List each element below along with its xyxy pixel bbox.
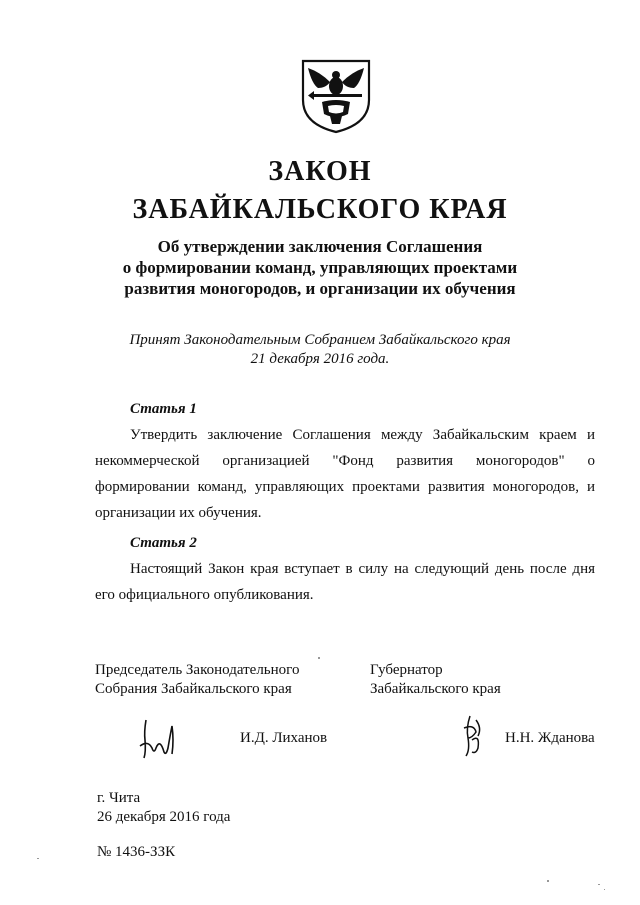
article-1-heading: Статья 1 [130,401,197,417]
governor-name: Н.Н. Жданова [505,730,595,746]
article-1-text: Утвердить заключение Соглашения между Забайкальским краем и некоммерческой организацией "Фонд развития моногородов" о формировании команд, управляющих проектами развития моногородов, и организации их обучения. [95,427,595,521]
law-subject [0,236,640,299]
subject-line: о формировании команд, управляющих проектами [122,258,518,277]
issue-city: г. Чита [97,790,141,806]
scan-speck [604,889,605,890]
subject-line: Об утверждении заключения Соглашения [157,237,483,256]
law-title: ЗАКОН [268,156,372,187]
law-region-title: ЗАБАЙКАЛЬСКОГО КРАЯ [132,194,508,225]
coat-of-arms-icon [300,58,372,134]
position-line: Забайкальского края [370,681,501,697]
article-2-text: Настоящий Закон края вступает в силу на следующий день после дня его официального опубликования. [95,561,595,603]
scan-speck [547,880,549,882]
adoption-date: 21 декабря 2016 года. [250,351,390,367]
chairman-position [95,661,299,699]
chairman-signature-icon [136,718,186,760]
article-2-heading: Статья 2 [130,535,197,551]
governor-signature-icon [456,714,486,758]
subject-line: развития моногородов, и организации их обучения [124,279,516,298]
governor-position [370,661,501,699]
issue-date: 26 декабря 2016 года [97,809,231,825]
position-line: Губернатор [370,662,443,678]
scan-speck [598,884,600,885]
chairman-name: И.Д. Лиханов [240,730,328,746]
adoption-line: Принят Законодательным Собранием Забайкальского края [129,332,511,348]
adoption-note [0,331,640,369]
position-line: Собрания Забайкальского края [95,681,292,697]
scan-speck [37,858,39,859]
scan-speck [318,657,320,659]
law-number: № 1436-ЗЗК [97,844,176,860]
position-line: Председатель Законодательного [95,662,300,678]
